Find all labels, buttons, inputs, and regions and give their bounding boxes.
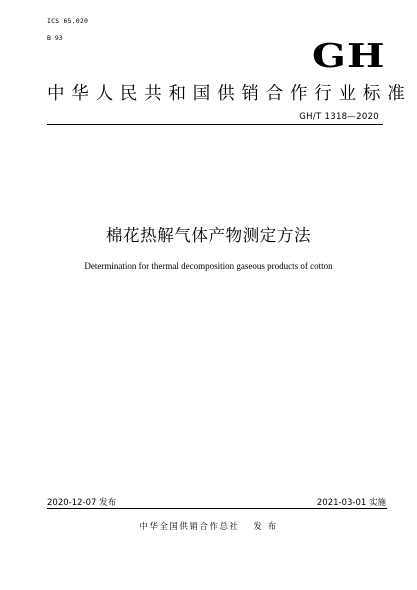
header-divider (47, 124, 383, 125)
publisher-line (0, 520, 417, 532)
publish-date: 2020-12-07 发布 (47, 498, 117, 508)
document-title-english: Determination for thermal decomposition gaseous products of cotton (84, 261, 333, 271)
standard-type-heading: 中华人民共和国供销合作行业标准 (47, 84, 412, 104)
footer-divider (47, 508, 387, 509)
ics-code: ICS 65.020 (47, 17, 89, 25)
document-title-chinese: 棉花热解气体产物测定方法 (105, 226, 312, 245)
standard-number: GH/T 1318—2020 (299, 112, 379, 122)
standard-logo: GH (312, 36, 386, 75)
ccs-code: B 93 (47, 34, 63, 42)
publisher-action: 发 布 (253, 522, 278, 532)
publisher-name: 中华全国供销合作总社 (139, 522, 240, 532)
implement-date: 2021-03-01 实施 (316, 498, 386, 508)
